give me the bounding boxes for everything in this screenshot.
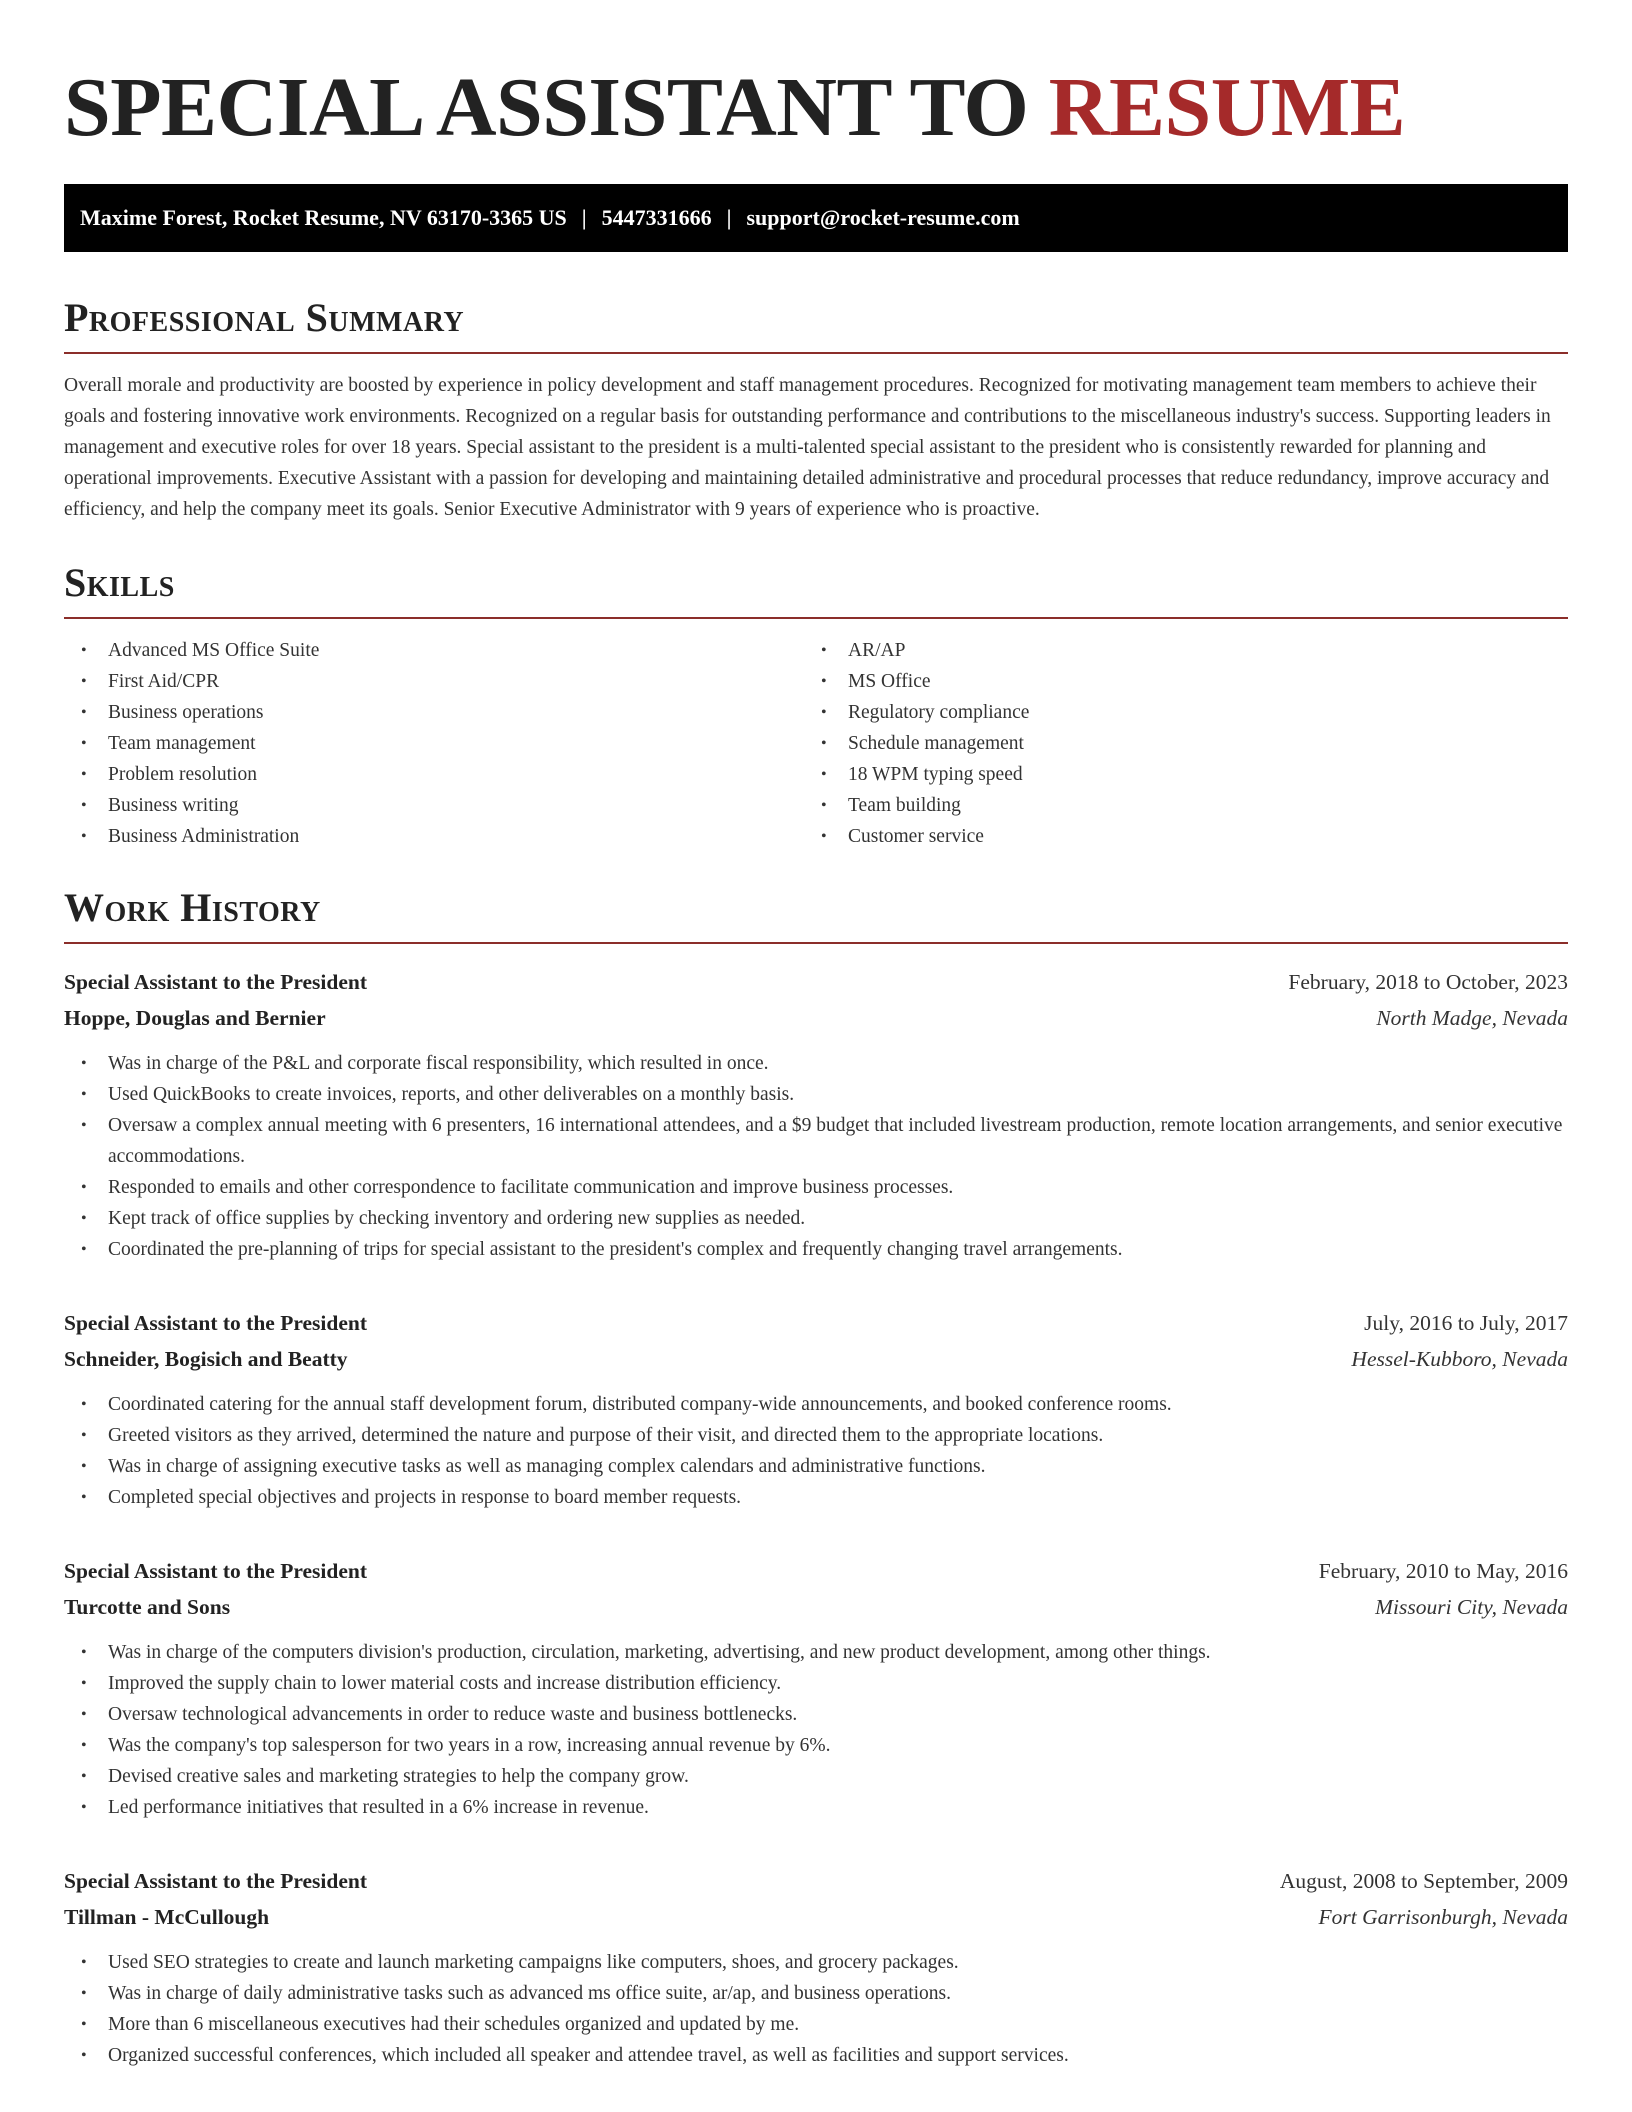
section-divider — [64, 352, 1568, 354]
section-divider — [64, 617, 1568, 619]
job-company-row — [64, 1899, 1568, 1935]
job-duty-item — [64, 1792, 1568, 1823]
skills-column-left — [64, 635, 804, 852]
bullet-icon: • — [81, 1737, 87, 1754]
skills-column-right — [804, 635, 1544, 852]
job-entry — [64, 1305, 1568, 1513]
job-duty-item — [64, 1482, 1568, 1513]
skill-item — [64, 666, 804, 697]
job-title: Special Assistant to the President — [64, 1559, 367, 1583]
bullet-icon: • — [821, 766, 827, 783]
bullet-icon: • — [81, 1210, 87, 1227]
contact-email: support@rocket-resume.com — [746, 205, 1020, 230]
list-item-text: Schedule management — [848, 733, 1024, 754]
list-item-text: Improved the supply chain to lower material costs and increase distribution efficiency. — [108, 1673, 782, 1694]
work-history-heading: Work History — [64, 885, 321, 930]
list-item-text: Devised creative sales and marketing strategies to help the company grow. — [108, 1766, 689, 1787]
skill-item — [64, 759, 804, 790]
list-item-text: Used QuickBooks to create invoices, reports, and other deliverables on a monthly basis. — [108, 1084, 795, 1105]
job-duty-item — [64, 2009, 1568, 2040]
skill-item — [804, 635, 1544, 666]
list-item-text: Team building — [848, 795, 961, 816]
job-list — [64, 964, 1568, 2071]
list-item-text: Led performance initiatives that resulted in a 6% increase in revenue. — [108, 1797, 649, 1818]
job-header-row — [64, 964, 1568, 1000]
skill-item — [64, 697, 804, 728]
skill-item — [64, 821, 804, 852]
job-header-row — [64, 1305, 1568, 1341]
job-duty-item — [64, 1172, 1568, 1203]
bullet-icon: • — [81, 1241, 87, 1258]
list-item-text: Business writing — [108, 795, 239, 816]
skill-item — [804, 759, 1544, 790]
job-duty-item — [64, 1978, 1568, 2009]
bullet-icon: • — [81, 1458, 87, 1475]
list-item-text: Greeted visitors as they arrived, determined the nature and purpose of their visit, and directed them to the appropriate locations. — [108, 1425, 1104, 1446]
job-dates: July, 2016 to July, 2017 — [1364, 1311, 1568, 1335]
list-item-text: Customer service — [848, 826, 984, 847]
bullet-icon: • — [821, 735, 827, 752]
skill-item — [64, 728, 804, 759]
bullet-icon: • — [821, 673, 827, 690]
bullet-icon: • — [81, 642, 87, 659]
skills-section — [64, 559, 1568, 852]
bullet-icon: • — [821, 797, 827, 814]
skill-item — [64, 635, 804, 666]
list-item-text: Problem resolution — [108, 764, 257, 785]
job-title: Special Assistant to the President — [64, 1869, 367, 1893]
job-location: North Madge, Nevada — [1376, 1006, 1568, 1030]
list-item-text: Responded to emails and other correspondence to facilitate communication and improve business processes. — [108, 1177, 954, 1198]
summary-heading: Professional Summary — [64, 295, 465, 340]
job-duty-item — [64, 1203, 1568, 1234]
job-location: Missouri City, Nevada — [1375, 1595, 1568, 1619]
bullet-icon: • — [81, 1954, 87, 1971]
list-item-text: Business operations — [108, 702, 264, 723]
resume-title — [64, 58, 1568, 158]
job-duty-item — [64, 1389, 1568, 1420]
job-header-row — [64, 1553, 1568, 1589]
list-item-text: Coordinated the pre-planning of trips for special assistant to the president's complex and frequently changing travel arrangements. — [108, 1239, 1123, 1260]
contact-phone: 5447331666 — [601, 205, 712, 230]
job-duties-list — [64, 1947, 1568, 2071]
title-main: SPECIAL ASSISTANT TO — [64, 61, 1029, 154]
job-entry — [64, 964, 1568, 1265]
list-item-text: Was in charge of daily administrative tasks such as advanced ms office suite, ar/ap, and business operations. — [108, 1983, 952, 2004]
list-item-text: Oversaw technological advancements in order to reduce waste and business bottlenecks. — [108, 1704, 798, 1725]
job-entry — [64, 1553, 1568, 1823]
skill-item — [804, 666, 1544, 697]
job-duty-item — [64, 1079, 1568, 1110]
job-title: Special Assistant to the President — [64, 1311, 367, 1335]
bullet-icon: • — [81, 1086, 87, 1103]
list-item-text: Kept track of office supplies by checking inventory and ordering new supplies as needed. — [108, 1208, 806, 1229]
bullet-icon: • — [821, 642, 827, 659]
skill-item — [804, 728, 1544, 759]
list-item-text: Oversaw a complex annual meeting with 6 presenters, 16 international attendees, and a $9 budget that included livestream production, remote location arrangements, and senior executive accommodations. — [108, 1115, 1563, 1167]
job-dates: August, 2008 to September, 2009 — [1279, 1869, 1568, 1893]
list-item-text: 18 WPM typing speed — [848, 764, 1023, 785]
contact-separator: | — [726, 205, 732, 230]
job-duty-item — [64, 1668, 1568, 1699]
contact-bar — [64, 184, 1568, 252]
list-item-text: AR/AP — [848, 640, 906, 661]
list-item-text: Was in charge of the P&L and corporate fiscal responsibility, which resulted in once. — [108, 1053, 769, 1074]
skill-item — [64, 790, 804, 821]
bullet-icon: • — [81, 1117, 87, 1134]
list-item-text: Was the company's top salesperson for two years in a row, increasing annual revenue by 6%. — [108, 1735, 831, 1756]
bullet-icon: • — [81, 735, 87, 752]
bullet-icon: • — [81, 2016, 87, 2033]
contact-address: Maxime Forest, Rocket Resume, NV 63170-3365 US — [80, 205, 567, 230]
job-duty-item — [64, 1761, 1568, 1792]
bullet-icon: • — [81, 1799, 87, 1816]
job-company: Schneider, Bogisich and Beatty — [64, 1347, 348, 1371]
list-item-text: Organized successful conferences, which included all speaker and attendee travel, as well as facilities and support services. — [108, 2045, 1069, 2066]
bullet-icon: • — [81, 1644, 87, 1661]
job-company-row — [64, 1589, 1568, 1625]
job-duties-list — [64, 1048, 1568, 1265]
skills-heading: Skills — [64, 560, 175, 605]
job-title: Special Assistant to the President — [64, 970, 367, 994]
bullet-icon: • — [81, 673, 87, 690]
bullet-icon: • — [81, 1427, 87, 1444]
section-divider — [64, 942, 1568, 944]
job-duty-item — [64, 1234, 1568, 1265]
job-duty-item — [64, 1110, 1568, 1172]
bullet-icon: • — [81, 1179, 87, 1196]
summary-text: Overall morale and productivity are boosted by experience in policy development and staff management procedures. Recognized for motivating management team members to achieve their goals and fostering innovative work environments. Recognized on a regular basis for outstanding performance and contributions to the miscellaneous industry's success. Supporting leaders in management and executive roles for over 18 years. Special assistant to the president is a multi-talented special assistant to the president who is consistently rewarded for planning and operational improvements. Executive Assistant with a passion for developing and maintaining detailed administrative and procedural processes that reduce redundancy, improve accuracy and efficiency, and help the company meet its goals. Senior Executive Administrator with 9 years of experience who is proactive. — [64, 375, 1551, 520]
job-company: Hoppe, Douglas and Bernier — [64, 1006, 326, 1030]
job-duty-item — [64, 1730, 1568, 1761]
list-item-text: Business Administration — [108, 826, 300, 847]
list-item-text: First Aid/CPR — [108, 671, 220, 692]
list-item-text: Advanced MS Office Suite — [108, 640, 320, 661]
title-accent: RESUME — [1048, 61, 1406, 154]
job-duty-item — [64, 1420, 1568, 1451]
list-item-text: Was in charge of assigning executive tasks as well as managing complex calendars and administrative functions. — [108, 1456, 986, 1477]
job-duty-item — [64, 1947, 1568, 1978]
job-duties-list — [64, 1637, 1568, 1823]
job-dates: February, 2010 to May, 2016 — [1318, 1559, 1568, 1583]
list-item-text: Coordinated catering for the annual staff development forum, distributed company-wide announcements, and booked conference rooms. — [108, 1394, 1172, 1415]
bullet-icon: • — [81, 797, 87, 814]
job-company-row — [64, 1341, 1568, 1377]
bullet-icon: • — [81, 1768, 87, 1785]
bullet-icon: • — [81, 704, 87, 721]
skill-item — [804, 821, 1544, 852]
work-history-section — [64, 884, 1568, 2071]
list-item-text: More than 6 miscellaneous executives had their schedules organized and updated by me. — [108, 2014, 800, 2035]
bullet-icon: • — [81, 828, 87, 845]
job-header-row — [64, 1863, 1568, 1899]
job-company-row — [64, 1000, 1568, 1036]
bullet-icon: • — [821, 704, 827, 721]
job-dates: February, 2018 to October, 2023 — [1288, 970, 1568, 994]
bullet-icon: • — [81, 2047, 87, 2064]
job-location: Fort Garrisonburgh, Nevada — [1318, 1905, 1568, 1929]
bullet-icon: • — [81, 1985, 87, 2002]
skill-item — [804, 790, 1544, 821]
job-duty-item — [64, 1699, 1568, 1730]
list-item-text: Completed special objectives and projects in response to board member requests. — [108, 1487, 742, 1508]
job-duties-list — [64, 1389, 1568, 1513]
list-item-text: Used SEO strategies to create and launch marketing campaigns like computers, shoes, and grocery packages. — [108, 1952, 959, 1973]
job-company: Tillman - McCullough — [64, 1905, 270, 1929]
job-duty-item — [64, 1637, 1568, 1668]
bullet-icon: • — [81, 766, 87, 783]
list-item-text: Was in charge of the computers division's production, circulation, marketing, advertising, and new product development, among other things. — [108, 1642, 1211, 1663]
skill-item — [804, 697, 1544, 728]
bullet-icon: • — [81, 1055, 87, 1072]
bullet-icon: • — [81, 1489, 87, 1506]
job-company: Turcotte and Sons — [64, 1595, 231, 1619]
skills-grid — [64, 635, 1568, 852]
summary-section — [64, 294, 1568, 525]
list-item-text: Team management — [108, 733, 256, 754]
bullet-icon: • — [81, 1396, 87, 1413]
bullet-icon: • — [821, 828, 827, 845]
job-duty-item — [64, 1048, 1568, 1079]
job-entry — [64, 1863, 1568, 2071]
job-location: Hessel-Kubboro, Nevada — [1351, 1347, 1568, 1371]
bullet-icon: • — [81, 1675, 87, 1692]
list-item-text: Regulatory compliance — [848, 702, 1030, 723]
list-item-text: MS Office — [848, 671, 931, 692]
contact-separator: | — [581, 205, 587, 230]
job-duty-item — [64, 2040, 1568, 2071]
bullet-icon: • — [81, 1706, 87, 1723]
job-duty-item — [64, 1451, 1568, 1482]
